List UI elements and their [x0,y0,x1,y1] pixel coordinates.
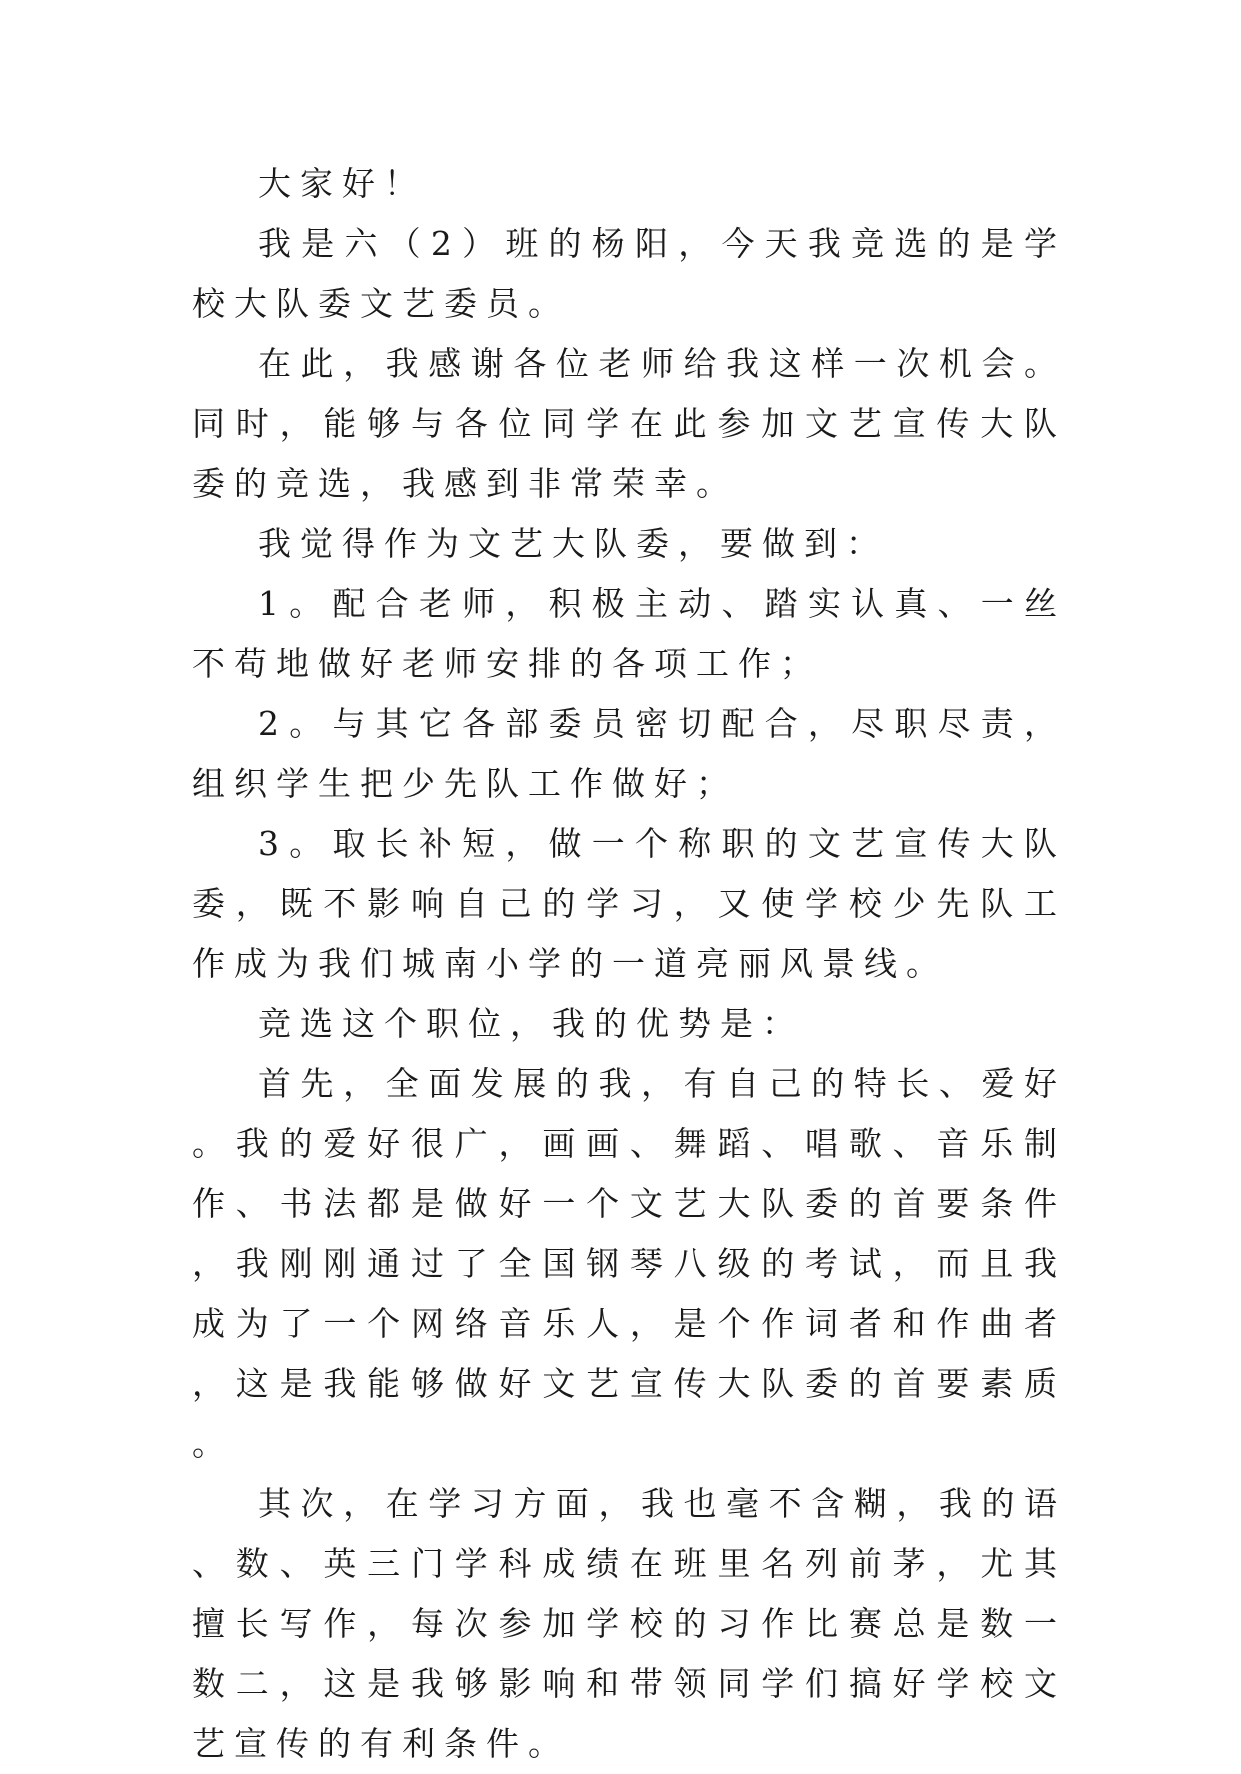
first-advantage-paragraph: 首先，全面发展的我，有自己的特长、爱好。我的爱好很广，画画、舞蹈、唱歌、音乐制作、书法都是做好一个文艺大队委的首要条件，我刚刚通过了全国钢琴八级的考试，而且我成为了一个网络音乐人，是个作词者和作曲者，这是我能够做好文艺宣传大队委的首要素质。 [192,1064,1066,1463]
duties-heading-paragraph: 我觉得作为文艺大队委，要做到： [258,524,888,563]
greeting-paragraph: 大家好！ [258,164,426,203]
duty-item-1: 1。配合老师，积极主动、踏实认真、一丝不苟地做好老师安排的各项工作； [192,584,1066,683]
speech-body [192,154,1066,1774]
introduction-paragraph: 我是六（2）班的杨阳，今天我竞选的是学校大队委文艺委员。 [192,224,1066,323]
thanks-paragraph: 在此，我感谢各位老师给我这样一次机会。同时，能够与各位同学在此参加文艺宣传大队委的竞选，我感到非常荣幸。 [192,344,1066,503]
advantages-heading-paragraph: 竞选这个职位，我的优势是： [258,1004,804,1043]
duty-item-2: 2。与其它各部委员密切配合，尽职尽责，组织学生把少先队工作做好； [192,704,1066,803]
duty-item-3: 3。取长补短，做一个称职的文艺宣传大队委，既不影响自己的学习，又使学校少先队工作成为我们城南小学的一道亮丽风景线。 [192,824,1066,983]
second-advantage-paragraph: 其次，在学习方面，我也毫不含糊，我的语、数、英三门学科成绩在班里名列前茅，尤其擅长写作，每次参加学校的习作比赛总是数一数二，这是我够影响和带领同学们搞好学校文艺宣传的有利条件。 [192,1484,1066,1763]
